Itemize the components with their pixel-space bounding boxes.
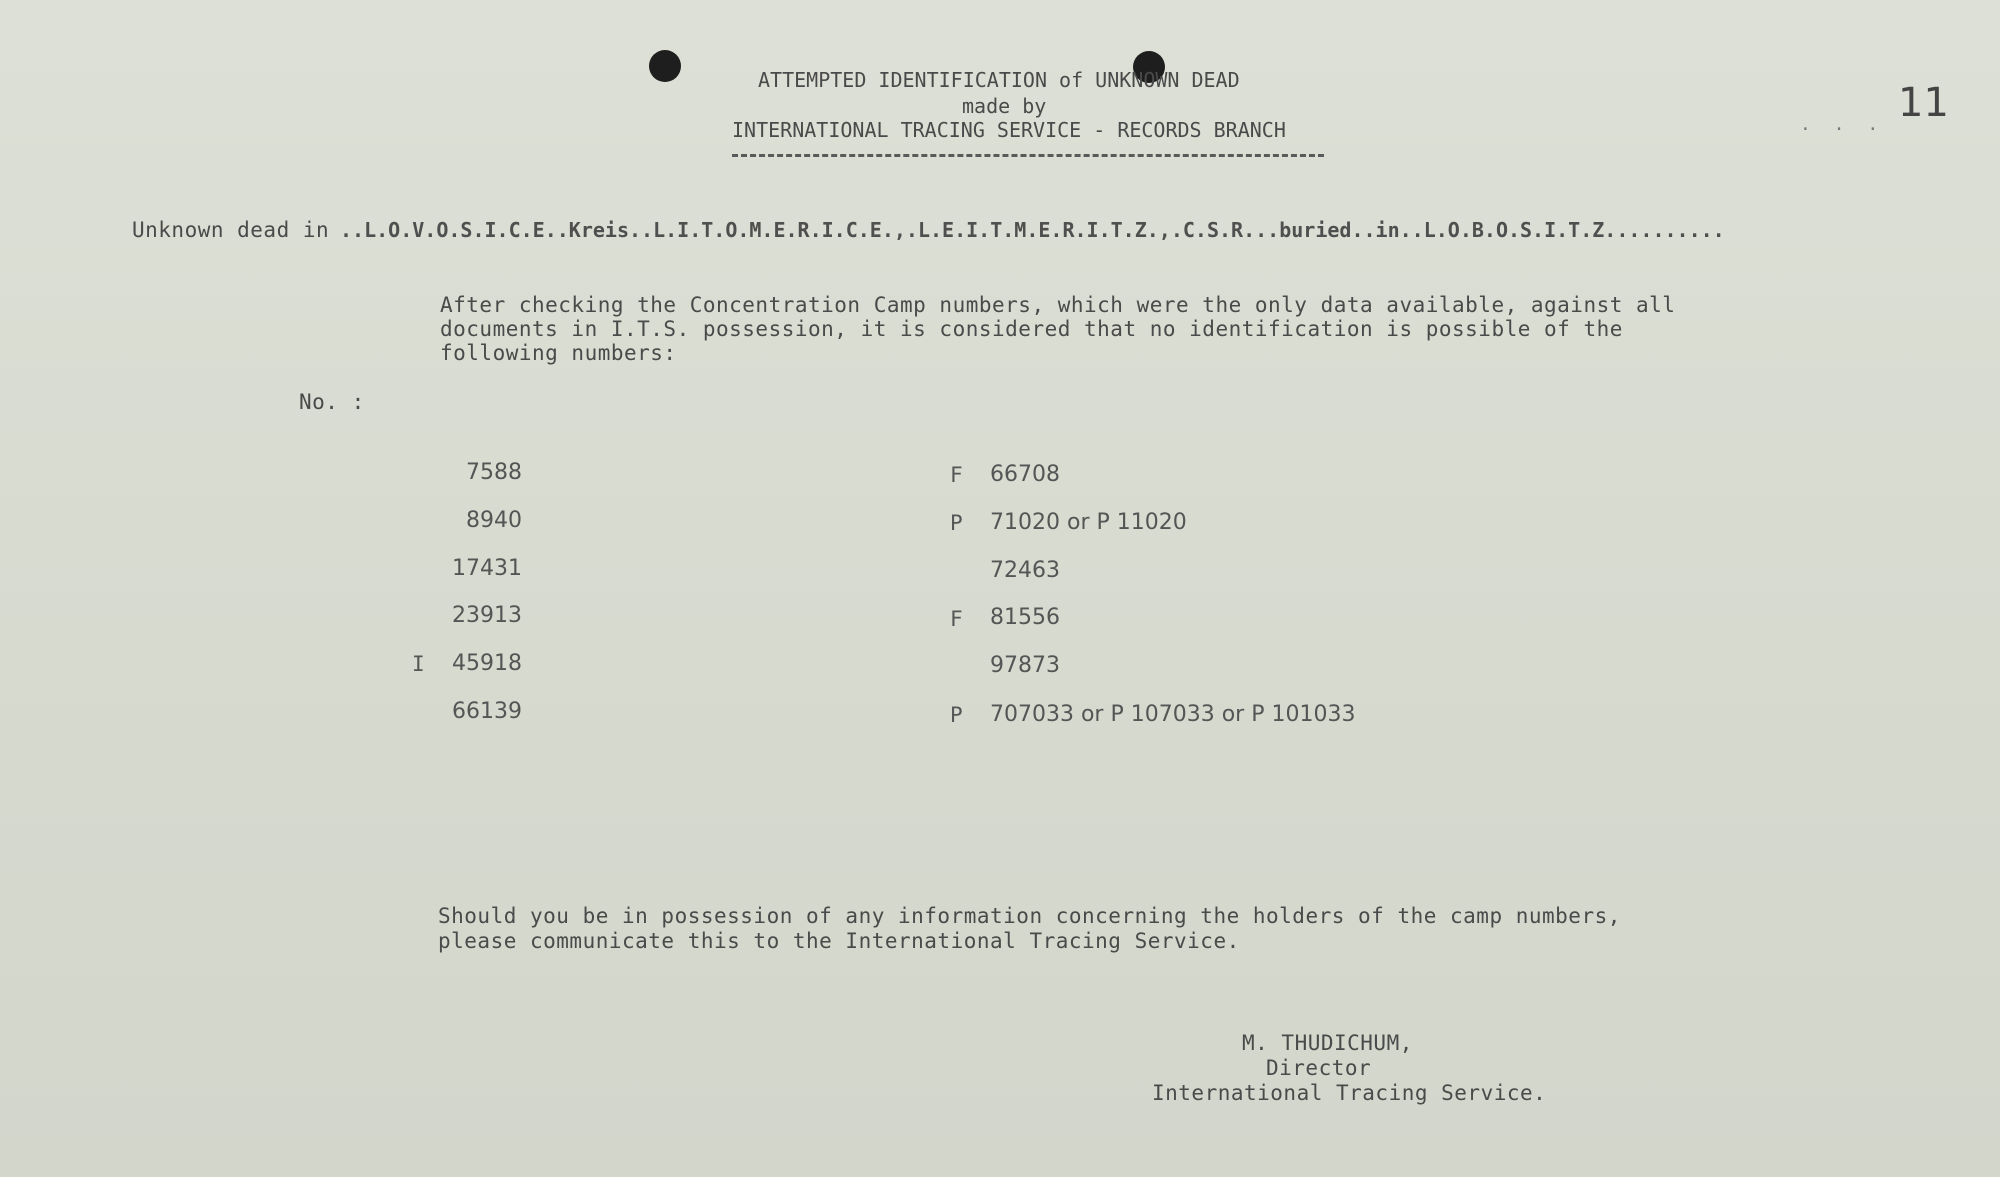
camp-number: 97873 — [990, 653, 1060, 678]
camp-number: 45918 — [452, 651, 522, 676]
camp-number-prefix: P — [950, 511, 963, 535]
camp-number: 23913 — [452, 603, 522, 628]
closing-line-2: please communicate this to the International Tracing Service. — [438, 929, 1240, 953]
document-title: ATTEMPTED IDENTIFICATION of UNKNOWN DEAD — [758, 68, 1240, 92]
closing-line-1: Should you be in possession of any information concerning the holders of the camp numbers, — [438, 904, 1621, 928]
page-number: 11 — [1898, 80, 1949, 126]
header-underline — [732, 154, 1324, 157]
unknown-dead-location: ..L.O.V.O.S.I.C.E..Kreis..L.I.T.O.M.E.R.I.C.E.,.L.E.I.T.M.E.R.I.T.Z.,.C.S.R...buried..in..L.O.B.O.S.I.T.Z.......... — [340, 218, 1725, 242]
camp-number-prefix: F — [950, 463, 963, 487]
numbers-label: No. : — [299, 390, 365, 414]
signatory-organization: International Tracing Service. — [1152, 1081, 1547, 1105]
margin-dots: . . . — [1800, 114, 1885, 135]
camp-number: 71020 or P 11020 — [990, 510, 1187, 535]
punch-hole-left — [649, 50, 681, 82]
camp-number: 707033 or P 107033 or P 101033 — [990, 702, 1356, 727]
document-issuer: INTERNATIONAL TRACING SERVICE - RECORDS BRANCH — [732, 118, 1286, 142]
camp-number: 66139 — [452, 699, 522, 724]
signatory-name: M. THUDICHUM, — [1242, 1031, 1413, 1055]
camp-number: 72463 — [990, 558, 1060, 583]
camp-number-prefix: F — [950, 607, 963, 631]
camp-number: 81556 — [990, 605, 1060, 630]
camp-number: 17431 — [452, 556, 522, 581]
camp-number-prefix: P — [950, 703, 963, 727]
intro-line-1: After checking the Concentration Camp numbers, which were the only data available, against all — [440, 293, 1676, 317]
camp-number: 8940 — [466, 508, 522, 533]
unknown-dead-label: Unknown dead in — [132, 218, 330, 242]
camp-number-prefix: I — [412, 652, 425, 676]
camp-number: 7588 — [466, 460, 522, 485]
intro-line-3: following numbers: — [440, 341, 677, 365]
document-subtitle: made by — [962, 94, 1047, 118]
camp-number: 66708 — [990, 462, 1060, 487]
signatory-title: Director — [1266, 1056, 1372, 1080]
intro-line-2: documents in I.T.S. possession, it is considered that no identification is possible of the — [440, 317, 1623, 341]
